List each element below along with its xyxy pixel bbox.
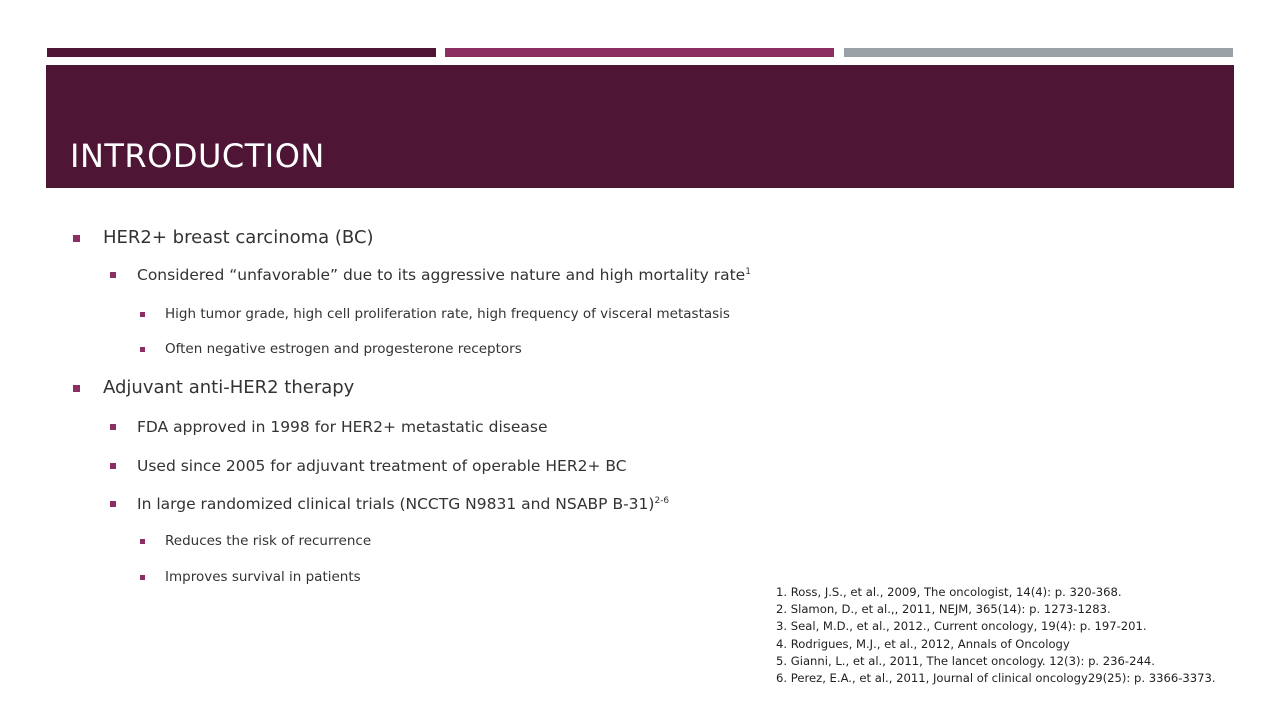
- bullet-item: [165, 533, 371, 549]
- reference-item: 4. Rodrigues, M.J., et al., 2012, Annals of Oncology: [776, 636, 1070, 651]
- accent-bar-dark: [47, 48, 436, 57]
- bullet-text: Considered “unfavorable” due to its aggressive nature and high mortality rate: [137, 266, 746, 284]
- square-bullet-icon: [140, 575, 145, 580]
- square-bullet-icon: [110, 463, 116, 469]
- bullet-text: FDA approved in 1998 for HER2+ metastatic disease: [137, 418, 548, 436]
- accent-bar-magenta: [445, 48, 834, 57]
- reference-item: 2. Slamon, D., et al.,, 2011, NEJM, 365(14): p. 1273-1283.: [776, 602, 1111, 617]
- citation-superscript: 2-6: [654, 495, 670, 506]
- square-bullet-icon: [140, 539, 145, 544]
- bullet-item: [103, 227, 374, 248]
- bullet-item: [165, 341, 522, 357]
- bullet-item: [103, 377, 354, 398]
- bullet-text: In large randomized clinical trials (NCCTG N9831 and NSABP B-31): [137, 495, 655, 513]
- square-bullet-icon: [73, 235, 80, 242]
- title-band: [46, 65, 1234, 188]
- bullet-item: [137, 418, 548, 436]
- bullet-text: Used since 2005 for adjuvant treatment of operable HER2+ BC: [137, 457, 627, 475]
- reference-item: 1. Ross, J.S., et al., 2009, The oncologist, 14(4): p. 320-368.: [776, 585, 1122, 599]
- bullet-item: [137, 457, 627, 475]
- bullet-text: Reduces the risk of recurrence: [165, 533, 372, 549]
- references-list: [776, 584, 1216, 687]
- bullet-item: [165, 569, 361, 585]
- square-bullet-icon: [73, 385, 80, 392]
- square-bullet-icon: [110, 501, 116, 507]
- square-bullet-icon: [140, 312, 145, 317]
- bullet-item: [137, 266, 751, 284]
- bullet-text: Adjuvant anti-HER2 therapy: [103, 377, 355, 398]
- bullet-item: [165, 306, 730, 322]
- square-bullet-icon: [110, 424, 116, 430]
- accent-bar-gray: [844, 48, 1233, 57]
- bullet-item: [137, 495, 669, 513]
- citation-superscript: 1: [745, 266, 751, 277]
- square-bullet-icon: [110, 272, 116, 278]
- bullet-text: Improves survival in patients: [165, 569, 361, 585]
- slide-title: INTRODUCTION: [70, 137, 325, 175]
- bullet-text: HER2+ breast carcinoma (BC): [103, 227, 374, 248]
- reference-item: 5. Gianni, L., et al., 2011, The lancet oncology. 12(3): p. 236-244.: [776, 653, 1155, 668]
- reference-item: 3. Seal, M.D., et al., 2012., Current oncology, 19(4): p. 197-201.: [776, 619, 1147, 634]
- reference-item: 6. Perez, E.A., et al., 2011, Journal of clinical oncology29(25): p. 3366-3373.: [776, 671, 1216, 686]
- square-bullet-icon: [140, 347, 145, 352]
- bullet-text: High tumor grade, high cell proliferation rate, high frequency of visceral metastasis: [165, 306, 730, 322]
- bullet-text: Often negative estrogen and progesterone receptors: [165, 341, 522, 357]
